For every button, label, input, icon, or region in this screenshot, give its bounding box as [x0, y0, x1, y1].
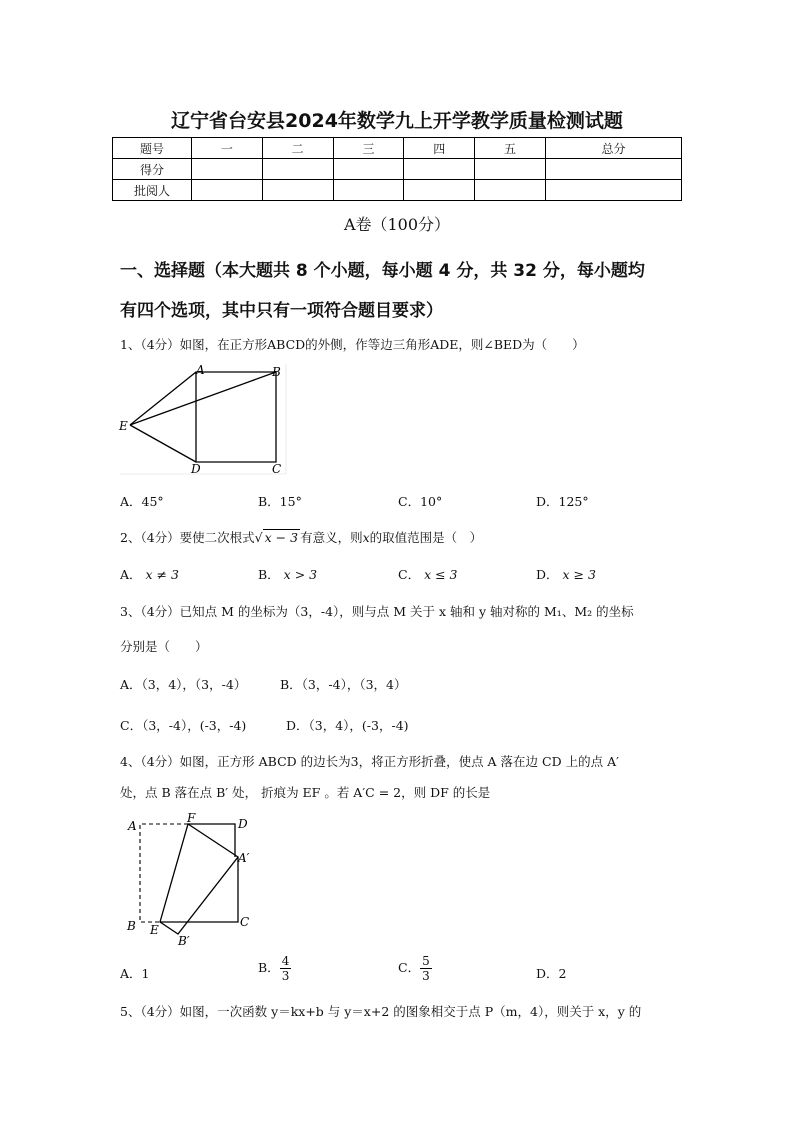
- q1-option-b[interactable]: B．15°: [258, 494, 302, 509]
- q2-option-b[interactable]: [258, 565, 317, 583]
- numerator: 4: [281, 954, 290, 968]
- table-cell: 批阅人: [113, 180, 192, 201]
- numerator: 5: [422, 954, 430, 968]
- q2-option-d[interactable]: [536, 565, 596, 583]
- question-4-line2: 处，点 B 落在点 B′ 处， 折痕为 EF 。若 A′C = 2，则 DF 的长是: [120, 785, 491, 800]
- label-e: E: [119, 419, 128, 433]
- label-d: D: [238, 817, 248, 831]
- table-cell: [404, 180, 475, 201]
- label-a: A: [196, 363, 205, 377]
- q2-option-a[interactable]: [120, 565, 179, 583]
- table-cell: 四: [404, 138, 475, 159]
- option-expr: x > 3: [283, 567, 318, 582]
- sqrt-sign: √: [254, 530, 263, 545]
- table-cell: 一: [192, 138, 263, 159]
- label-c: C: [240, 915, 250, 929]
- label-b: B: [127, 919, 136, 933]
- denominator: 3: [422, 969, 430, 983]
- table-cell: 题号: [113, 138, 192, 159]
- q1-option-d[interactable]: D．125°: [536, 494, 589, 509]
- question-5-text: 5、（4分）如图，一次函数 y＝kx+b 与 y＝x+2 的图象相交于点 P（m，4），则关于 x，y 的: [120, 1004, 642, 1019]
- section-heading-line1: 一、选择题（本大题共 8 个小题，每小题 4 分，共 32 分，每小题均: [120, 261, 645, 281]
- label-e: E: [150, 923, 159, 937]
- table-cell: [262, 159, 333, 180]
- q3-option-d[interactable]: D．（3，4），(-3，-4): [286, 718, 409, 733]
- q2-var: x: [362, 530, 370, 545]
- table-cell: [262, 180, 333, 201]
- q3-option-a[interactable]: A．（3，4），（3，-4）: [120, 677, 247, 692]
- q2-prefix: 2、（4分）要使二次根式: [120, 530, 255, 545]
- q1-option-c[interactable]: C．10°: [398, 494, 443, 509]
- table-row: [113, 180, 682, 201]
- page-title: 辽宁省台安县2024年数学九上开学教学质量检测试题: [171, 110, 623, 132]
- label-b: B: [272, 365, 281, 379]
- table-cell: [333, 159, 404, 180]
- question-3-line1: 3、（4分）已知点 M 的坐标为（3，-4），则与点 M 关于 x 轴和 y 轴对称的 M₁、M₂ 的坐标: [120, 604, 634, 619]
- label-d: D: [191, 462, 201, 476]
- label-f: F: [187, 812, 196, 825]
- question-2-text: [120, 528, 690, 546]
- table-cell: [333, 180, 404, 201]
- option-letter: C．: [398, 960, 421, 975]
- table-cell: 总分: [545, 138, 681, 159]
- fraction: [420, 954, 432, 983]
- table-cell: 二: [262, 138, 333, 159]
- table-cell: [192, 180, 263, 201]
- label-a-prime: A′: [238, 851, 250, 865]
- option-expr: x ≤ 3: [424, 567, 458, 582]
- table-cell: [545, 159, 681, 180]
- table-row: [113, 138, 682, 159]
- q2-suffix2: 的取值范围是（ ）: [369, 530, 483, 545]
- score-table: [112, 137, 682, 201]
- table-cell: [475, 180, 546, 201]
- q2-radicand: x − 3: [264, 530, 299, 545]
- q4-option-c[interactable]: [398, 954, 432, 983]
- table-cell: [545, 180, 681, 201]
- option-letter: C．: [398, 567, 421, 582]
- label-c: C: [272, 462, 282, 476]
- q4-option-b[interactable]: [258, 954, 291, 983]
- denominator: 3: [281, 969, 290, 983]
- q2-option-c[interactable]: [398, 565, 458, 583]
- option-expr: x ≠ 3: [145, 567, 179, 582]
- option-letter: A．: [120, 567, 142, 582]
- q3-option-c[interactable]: C．（3，-4），(-3，-4): [120, 718, 247, 733]
- table-cell: 三: [333, 138, 404, 159]
- table-cell: 得分: [113, 159, 192, 180]
- fraction: [280, 954, 292, 983]
- table-cell: [404, 159, 475, 180]
- table-cell: [475, 159, 546, 180]
- q4-option-a[interactable]: A．1: [120, 966, 150, 981]
- option-letter: B．: [258, 960, 280, 975]
- question-3-line2: 分别是（ ）: [120, 639, 208, 654]
- option-expr: x ≥ 3: [562, 567, 596, 582]
- question-4-figure: [120, 812, 260, 950]
- section-heading-line2: 有四个选项，其中只有一项符合题目要求）: [120, 301, 443, 321]
- q2-suffix: 有意义，则: [300, 530, 363, 545]
- table-row: [113, 159, 682, 180]
- question-4-line1: 4、（4分）如图，正方形 ABCD 的边长为3，将正方形折叠，使点 A 落在边 CD 上的点 A′: [120, 754, 619, 769]
- volume-heading: A卷（100分）: [343, 215, 451, 234]
- option-letter: D．: [536, 567, 559, 582]
- label-b-prime: B′: [178, 934, 190, 948]
- table-cell: 五: [475, 138, 546, 159]
- q1-option-a[interactable]: A．45°: [120, 494, 164, 509]
- question-1-text: 1、（4分）如图，在正方形ABCD的外侧，作等边三角形ADE，则∠BED为（ ）: [120, 337, 585, 352]
- label-a: A: [128, 819, 137, 833]
- question-1-figure: [116, 362, 296, 480]
- q4-option-d[interactable]: D．2: [536, 966, 567, 981]
- q3-option-b[interactable]: B．（3，-4），（3，4）: [280, 677, 407, 692]
- option-letter: B．: [258, 567, 280, 582]
- table-cell: [192, 159, 263, 180]
